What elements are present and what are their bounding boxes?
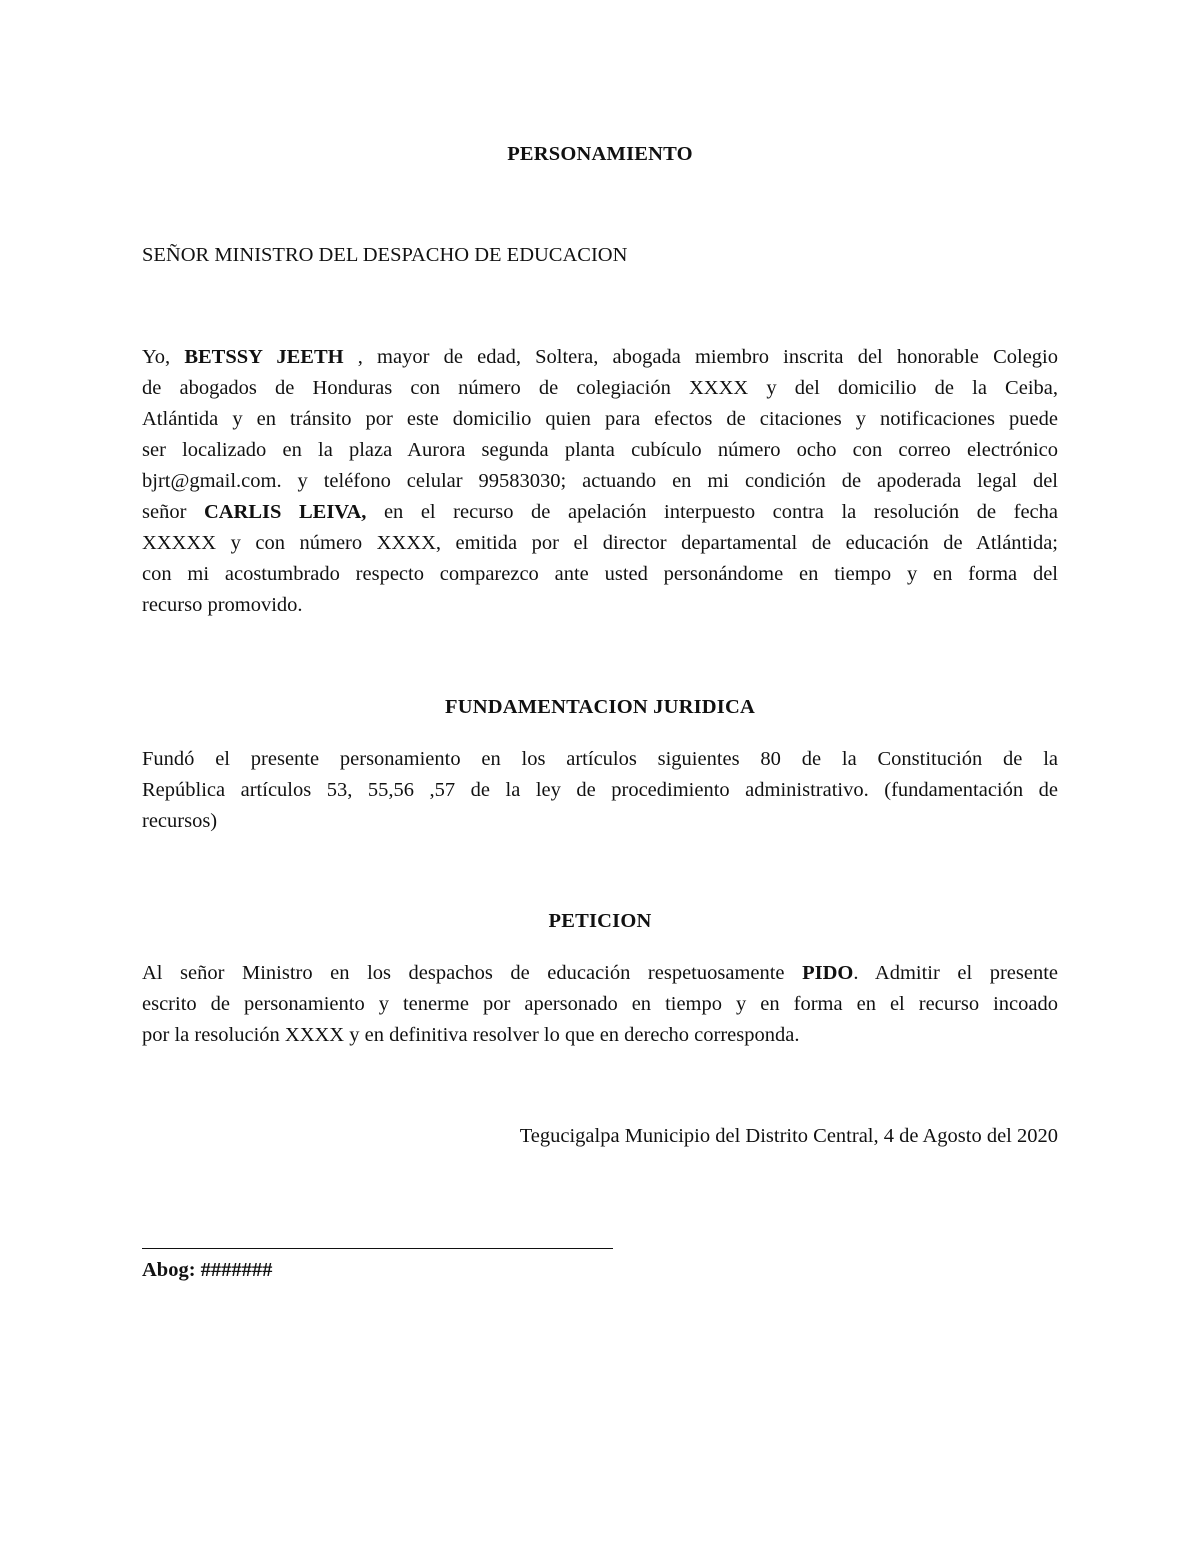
lawyer-name: BETSSY JEETH — [184, 346, 344, 368]
intro-line-8: con mi acostumbrado respecto comparezco ante usted personándome en tiempo y en forma del — [142, 563, 1058, 585]
intro-line-1-rest: , mayor de edad, Soltera, abogada miembro inscrita del honorable Colegio — [343, 346, 1058, 368]
intro-line-2: de abogados de Honduras con número de colegiación XXXX y del domicilio de la Ceiba, — [142, 377, 1058, 399]
fundamentacion-heading: FUNDAMENTACION JURIDICA — [444, 696, 755, 718]
client-name: CARLIS LEIVA, — [203, 501, 367, 523]
intro-line-5: bjrt@gmail.com. y teléfono celular 99583030; actuando en mi condición de apoderada legal del — [142, 470, 1058, 492]
fundamentacion-line-2: República artículos 53, 55,56 ,57 de la ley de procedimiento administrativo. (fundamentación de — [142, 779, 1058, 801]
intro-line-3: Atlántida y en tránsito por este domicilio quien para efectos de citaciones y notificaciones puede — [142, 408, 1058, 430]
fundamentacion-line-3: recursos) — [142, 810, 218, 832]
peticion-heading: PETICION — [548, 910, 652, 932]
peticion-paragraph — [142, 958, 1058, 1051]
intro-paragraph — [142, 342, 1058, 621]
signature-name: Abog: ####### — [142, 1259, 273, 1281]
intro-line-4: ser localizado en la plaza Aurora segunda planta cubículo número ocho con correo electrónico — [142, 439, 1058, 461]
intro-line-1 — [142, 342, 1058, 373]
addressee: SEÑOR MINISTRO DEL DESPACHO DE EDUCACION — [142, 244, 628, 266]
intro-line-6-rest: en el recurso de apelación interpuesto contra la resolución de fecha — [366, 501, 1058, 523]
intro-yo: Yo, — [142, 346, 185, 368]
intro-line-6-pre: señor — [142, 501, 204, 523]
intro-line-9: recurso promovido. — [142, 594, 303, 616]
peticion-line-1-rest: . Admitir el presente — [853, 962, 1059, 984]
pido-keyword: PIDO — [802, 962, 854, 984]
place-date: Tegucigalpa Municipio del Distrito Central, 4 de Agosto del 2020 — [519, 1125, 1058, 1147]
intro-line-7: XXXXX y con número XXXX, emitida por el director departamental de educación de Atlántida; — [142, 532, 1058, 554]
fundamentacion-line-1: Fundó el presente personamiento en los artículos siguientes 80 de la Constitución de la — [142, 748, 1058, 770]
peticion-line-2: escrito de personamiento y tenerme por apersonado en tiempo y en forma en el recurso incoado — [142, 993, 1058, 1015]
peticion-line-1-pre: Al señor Ministro en los despachos de educación respetuosamente — [142, 962, 803, 984]
fundamentacion-paragraph — [142, 744, 1058, 837]
document-title: PERSONAMIENTO — [507, 143, 693, 165]
peticion-line-1 — [142, 958, 1058, 989]
intro-line-6 — [142, 497, 1058, 528]
peticion-line-3: por la resolución XXXX y en definitiva resolver lo que en derecho corresponda. — [142, 1024, 800, 1046]
signature-line — [142, 1248, 613, 1249]
